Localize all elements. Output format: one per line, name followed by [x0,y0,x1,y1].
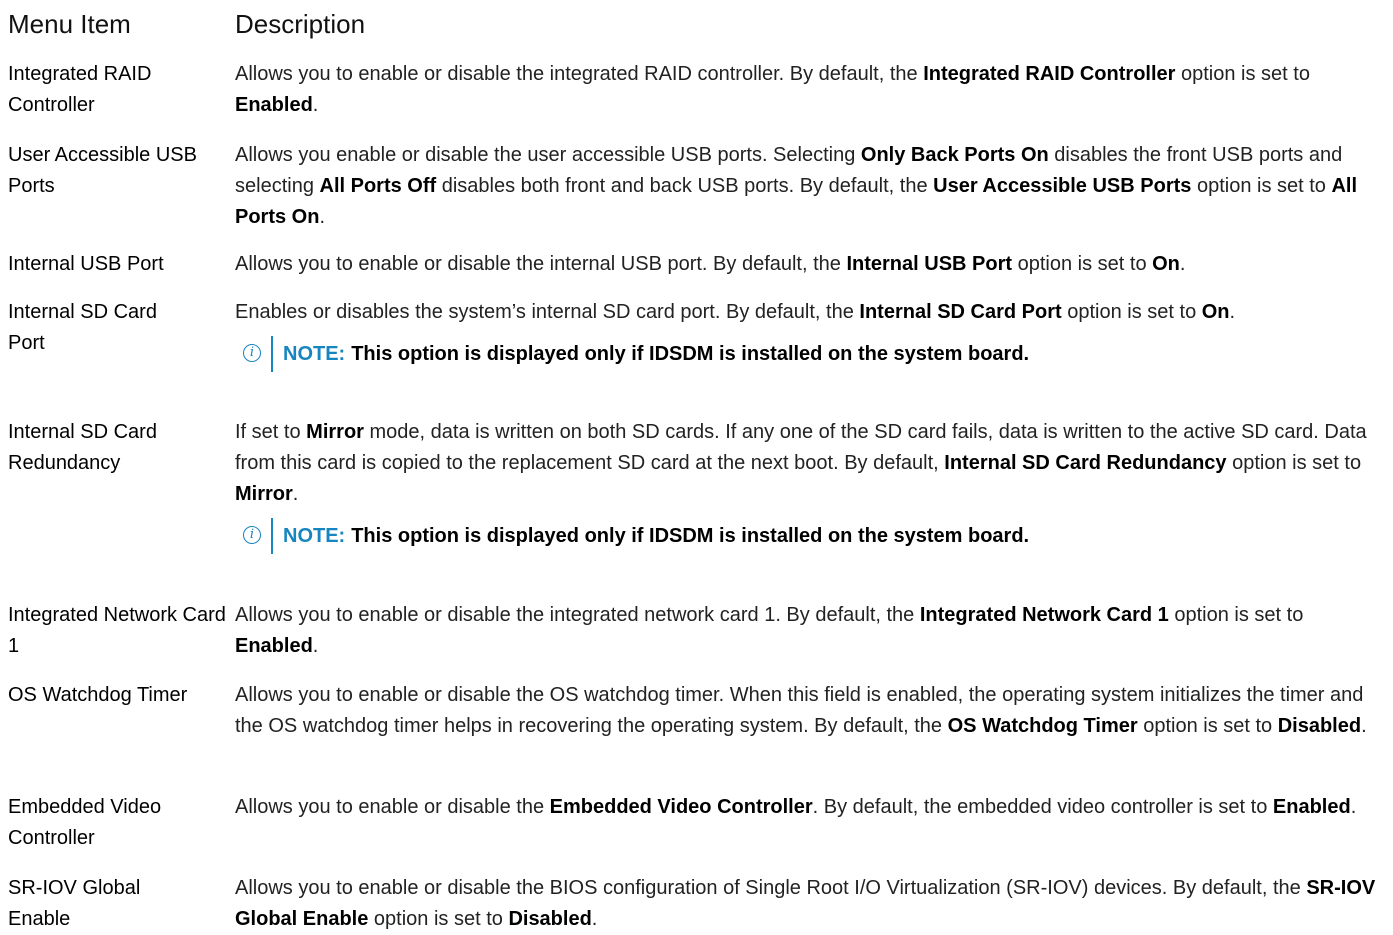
description-emphasis: Internal SD Card Redundancy [944,452,1227,474]
description-text: Allows you to enable or disable the internal USB port. By default, the [235,253,847,275]
description-emphasis: OS Watchdog Timer [947,715,1138,737]
menu-item-description [235,600,1383,662]
note-label: NOTE: [283,342,346,365]
description-emphasis: Only Back Ports On [860,144,1049,166]
description-text: Allows you to enable or disable the integrated network card 1. By default, the [235,604,920,626]
description-text: If set to [235,421,307,443]
description-text: option is set to [1191,175,1332,197]
menu-item-description [235,680,1383,742]
menu-item-description [235,140,1383,233]
description-emphasis: SR-IOV Global Enable [235,877,1376,930]
description-text: . [319,206,326,228]
description-emphasis: User Accessible USB Ports [933,175,1192,197]
description-emphasis: Mirror [306,421,364,443]
description-emphasis: All Ports On [235,175,1358,228]
description-text: option is set to [368,908,509,930]
menu-item-name: Internal SD Card Redundancy [8,421,157,474]
menu-item-description [235,873,1383,935]
menu-item-name: Internal SD Card Port [8,301,157,354]
description-emphasis: Disabled [1277,715,1362,737]
note-divider [271,336,273,372]
description-emphasis: Internal SD Card Port [859,301,1062,323]
menu-item-description [235,59,1383,121]
description-text: Allows you to enable or disable the BIOS configuration of Single Root I/O Virtualization (SR-IOV) devices. By default, the [235,877,1307,899]
description-emphasis: Disabled [508,908,592,930]
description-text: option is set to [1168,604,1304,626]
description-emphasis: Internal USB Port [846,253,1013,275]
menu-item-description [235,297,1383,328]
menu-item-name: User Accessible USB Ports [8,144,197,197]
menu-item-name: Embedded Video Controller [8,796,162,849]
description-text: mode, data is written on both SD cards. If any one of the SD card fails, data is written to the active SD card. Data from this card is copied to the replacement SD card at the next boot. By default, [235,421,1367,474]
menu-item-name: Integrated RAID Controller [8,63,152,116]
description-emphasis: Integrated RAID Controller [923,63,1176,85]
description-emphasis: Mirror [235,483,293,505]
description-text: . [312,94,319,116]
description-text: . [591,908,598,930]
note-label: NOTE: [283,524,346,547]
description-text: . [292,483,299,505]
description-emphasis: Integrated Network Card 1 [919,604,1169,626]
description-emphasis: Enabled [235,635,313,657]
description-text: option is set to [1061,301,1202,323]
menu-item-name: Internal USB Port [8,253,164,275]
description-text: Allows you to enable or disable the [235,796,550,818]
description-text: option is set to [1012,253,1153,275]
column-header-menu-item: Menu Item [8,9,131,39]
description-text: . [1179,253,1186,275]
menu-item-description [235,249,1383,280]
note-callout [243,334,1029,374]
column-header-description: Description [235,9,366,39]
description-emphasis: Embedded Video Controller [549,796,813,818]
description-emphasis: Enabled [1272,796,1351,818]
description-emphasis: All Ports Off [319,175,437,197]
menu-item-name: Integrated Network Card 1 [8,604,226,657]
note-text: This option is displayed only if IDSDM is installed on the system board. [351,342,1030,365]
description-text: Allows you to enable or disable the integrated RAID controller. By default, the [235,63,924,85]
description-text: option is set to [1175,63,1310,85]
info-icon: i [243,343,265,365]
description-text: . [1350,796,1357,818]
description-text: option is set to [1226,452,1362,474]
description-text: . [1229,301,1236,323]
menu-item-description [235,417,1383,510]
description-emphasis: On [1201,301,1230,323]
description-text: Allows you enable or disable the user accessible USB ports. Selecting [235,144,861,166]
description-text: Enables or disables the system’s internal SD card port. By default, the [235,301,860,323]
description-text: disables the front USB ports and selecting [235,144,1343,197]
info-icon: i [243,525,265,547]
note-divider [271,518,273,554]
description-text: . By default, the embedded video controller is set to [812,796,1273,818]
description-text: . [312,635,319,657]
description-emphasis: Enabled [235,94,313,116]
menu-item-name: SR-IOV Global Enable [8,877,141,930]
menu-item-name: OS Watchdog Timer [8,684,188,706]
description-emphasis: On [1152,253,1180,275]
description-text: . [1361,715,1367,737]
note-text: This option is displayed only if IDSDM is installed on the system board. [351,524,1030,547]
note-callout [243,516,1029,556]
description-text: Allows you to enable or disable the OS watchdog timer. When this field is enabled, the operating system initializes the timer and the OS watchdog timer helps in recovering the operating system. By default, the [235,684,1364,737]
description-text: disables both front and back USB ports. By default, the [436,175,934,197]
menu-item-description [235,792,1383,823]
description-text: option is set to [1137,715,1278,737]
